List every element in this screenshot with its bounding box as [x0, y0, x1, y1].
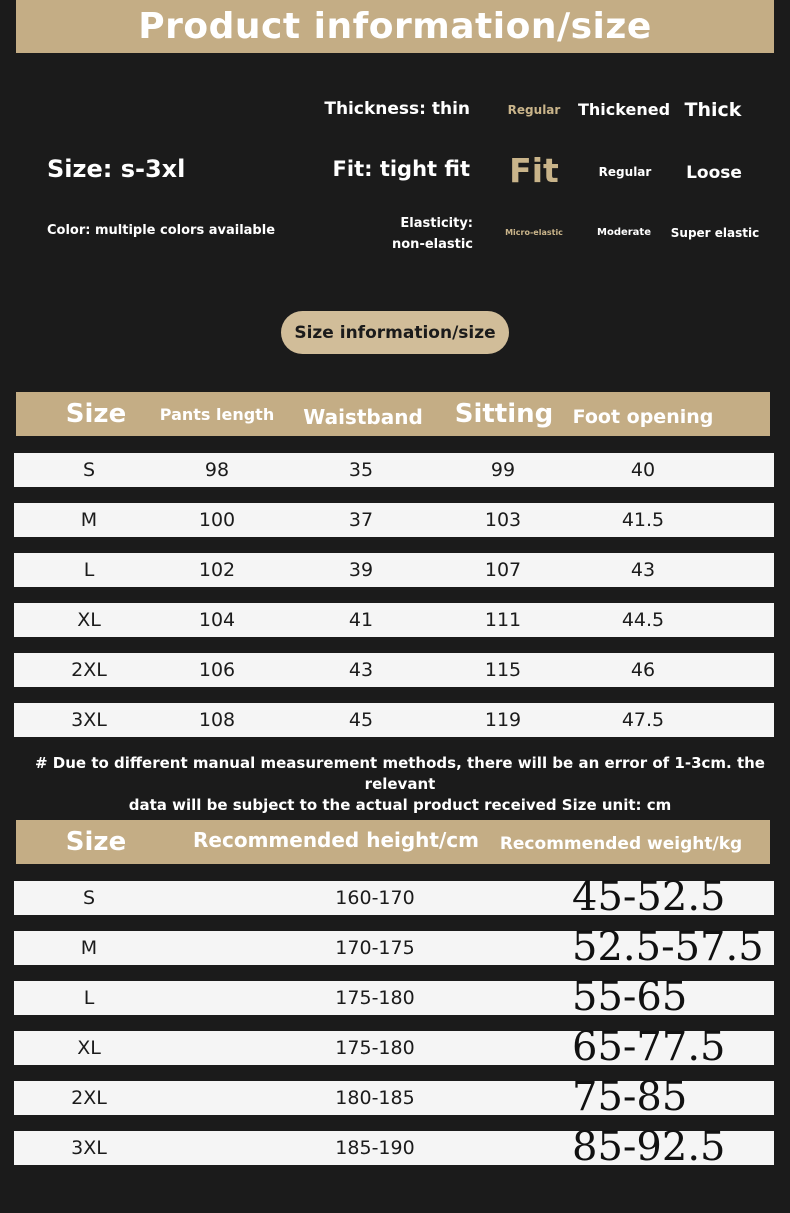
cell-size: 3XL: [71, 709, 107, 731]
cell-size: S: [82, 459, 96, 481]
fit-option-loose: Loose: [686, 163, 742, 183]
cell-pants-length: 100: [198, 509, 236, 531]
cell-sitting: 111: [484, 609, 522, 631]
cell-waistband: 45: [348, 709, 374, 731]
cell-pants-length: 98: [204, 459, 230, 481]
elasticity-label-line1: Elasticity:: [400, 216, 473, 231]
cell-height: 175-180: [335, 1037, 415, 1059]
header-foot-opening: Foot opening: [572, 406, 714, 428]
cell-height: 180-185: [335, 1087, 415, 1109]
cell-waistband: 43: [348, 659, 374, 681]
cell-height: 170-175: [335, 937, 415, 959]
cell-pants-length: 108: [198, 709, 236, 731]
header-size: Size: [65, 827, 127, 857]
cell-foot-opening: 41.5: [621, 509, 665, 531]
table-row: [14, 653, 774, 687]
cell-size: 2XL: [71, 1087, 107, 1109]
size-range: Size: s-3xl: [47, 155, 186, 183]
table-row: [14, 874, 774, 920]
cell-foot-opening: 47.5: [621, 709, 665, 731]
elasticity-option-moderate: Moderate: [596, 227, 652, 238]
size-info-button: [281, 311, 509, 354]
header-recommended-weight: Recommended weight/kg: [499, 834, 743, 854]
table-row: [14, 553, 774, 587]
cell-size: L: [83, 559, 95, 581]
cell-size: XL: [77, 609, 101, 631]
cell-sitting: 119: [484, 709, 522, 731]
header-recommended-height: Recommended height/cm: [193, 828, 479, 852]
cell-size: L: [83, 987, 95, 1009]
cell-size: M: [80, 937, 98, 959]
measurement-note: [20, 753, 780, 816]
fit-label: Fit: tight fit: [332, 157, 470, 181]
table-row: [14, 1074, 774, 1120]
cell-size: 2XL: [71, 659, 107, 681]
cell-sitting: 107: [484, 559, 522, 581]
cell-sitting: 103: [484, 509, 522, 531]
table-row: [14, 453, 774, 487]
header-size: Size: [65, 399, 127, 429]
size-info-label: Size information/size: [294, 322, 496, 343]
fit-option-fit: Fit: [509, 151, 559, 190]
table-row: [14, 603, 774, 637]
note-line-1: # Due to different manual measurement methods, there will be an error of 1-3cm. the relevant: [35, 754, 765, 793]
page-title: Product information/size: [138, 6, 652, 47]
cell-foot-opening: 43: [630, 559, 656, 581]
header-sitting: Sitting: [454, 399, 554, 429]
cell-pants-length: 104: [198, 609, 236, 631]
cell-height: 185-190: [335, 1137, 415, 1159]
cell-size: 3XL: [71, 1137, 107, 1159]
table-row: [14, 703, 774, 737]
cell-size: M: [80, 509, 98, 531]
elasticity-label: [392, 213, 473, 255]
cell-sitting: 115: [484, 659, 522, 681]
cell-size: XL: [77, 1037, 101, 1059]
title-banner: [16, 0, 774, 53]
cell-waistband: 37: [348, 509, 374, 531]
table-row: [14, 503, 774, 537]
cell-weight: 52.5-57.5: [572, 924, 764, 970]
cell-sitting: 99: [490, 459, 516, 481]
cell-waistband: 41: [348, 609, 374, 631]
table-row: [14, 1124, 774, 1170]
cell-height: 175-180: [335, 987, 415, 1009]
header-pants-length: Pants length: [159, 404, 275, 424]
thickness-option-thickened: Thickened: [577, 100, 671, 119]
cell-foot-opening: 44.5: [621, 609, 665, 631]
thickness-option-thick: Thick: [684, 99, 742, 121]
cell-height: 160-170: [335, 887, 415, 909]
cell-waistband: 35: [348, 459, 374, 481]
cell-weight: 45-52.5: [572, 874, 726, 920]
cell-weight: 65-77.5: [572, 1024, 726, 1070]
table-row: [14, 974, 774, 1020]
note-line-2: data will be subject to the actual product received Size unit: cm: [128, 796, 672, 814]
cell-weight: 85-92.5: [572, 1124, 726, 1170]
elasticity-option-micro: Micro-elastic: [505, 228, 563, 237]
size-table-header: [16, 392, 770, 436]
thickness-label: Thickness: thin: [324, 99, 470, 119]
recommend-table-header: [16, 820, 770, 864]
cell-pants-length: 106: [198, 659, 236, 681]
cell-weight: 55-65: [572, 974, 688, 1020]
cell-weight: 75-85: [572, 1074, 688, 1120]
cell-foot-opening: 40: [630, 459, 656, 481]
cell-waistband: 39: [348, 559, 374, 581]
fit-option-regular: Regular: [598, 165, 652, 179]
color-info: Color: multiple colors available: [47, 223, 276, 238]
table-row: [14, 1024, 774, 1070]
thickness-option-regular: Regular: [507, 103, 561, 117]
cell-size: S: [82, 887, 96, 909]
elasticity-option-super: Super elastic: [670, 226, 760, 240]
table-row: [14, 924, 774, 970]
header-waistband: Waistband: [303, 405, 423, 429]
cell-foot-opening: 46: [630, 659, 656, 681]
elasticity-label-line2: non-elastic: [392, 237, 473, 252]
cell-pants-length: 102: [198, 559, 236, 581]
